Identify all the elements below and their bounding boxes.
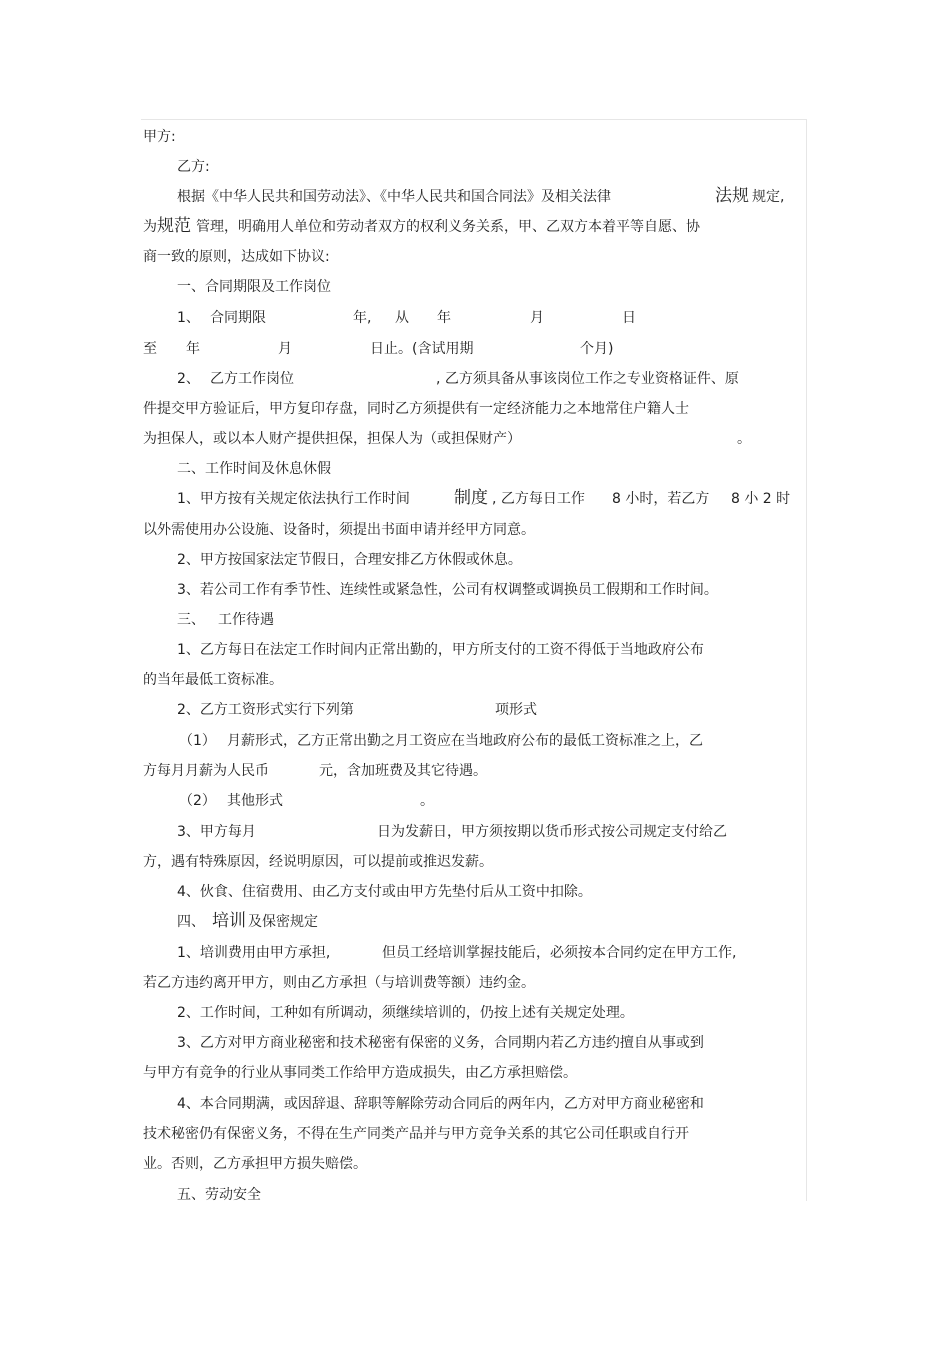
s2-item1-e: 8 小 2 时 <box>731 491 791 507</box>
s3-item3-b: 日为发薪日，甲方须按期以货币形式按公司规定支付给乙 <box>377 824 727 840</box>
s4-item2: 2、工作时间，工种如有所调动，须继续培训的，仍按上述有关规定处理。 <box>177 1005 634 1021</box>
s3-item3-line2: 方，遇有特殊原因，经说明原因，可以提前或推迟发薪。 <box>143 854 493 870</box>
intro-line-2: 管理，明确用人单位和劳动者双方的权利义务关系，甲、乙双方本着平等自愿、协 <box>196 219 700 235</box>
intro-term-standardize: 规范 <box>157 216 191 236</box>
intro-line-2-start: 为 <box>143 219 157 235</box>
section-2-title: 二、工作时间及休息休假 <box>177 461 331 477</box>
intro-term-regulations: 法规 <box>715 186 749 206</box>
s1-item1-year: 年, <box>353 310 372 326</box>
s1-item1-m: 月 <box>530 310 544 326</box>
s1-item2-num: 2、 <box>177 371 200 387</box>
s3-item1-line1: 1、乙方每日在法定工作时间内正常出勤的，甲方所支付的工资不得低于当地政府公布 <box>177 642 704 658</box>
s1-line2-m: 月 <box>278 341 292 357</box>
s1-line2-end: 日止。(含试用期 <box>370 341 474 357</box>
s1-line2-y: 年 <box>186 341 200 357</box>
party-a-label: 甲方: <box>143 129 176 145</box>
s3-item1-line2: 的当年最低工资标准。 <box>143 672 283 688</box>
section-4-title: 及保密规定 <box>248 914 318 930</box>
s3-p1-line2-a: 方每月月薪为人民币 <box>143 763 269 779</box>
intro-line-1: 根据《中华人民共和国劳动法》、《中华人民共和国合同法》及相关法律 <box>177 189 611 205</box>
section-1-title: 一、合同期限及工作岗位 <box>177 279 331 295</box>
s3-p1-num: （1） <box>179 733 216 749</box>
intro-line-3: 商一致的原则，达成如下协议: <box>143 249 330 265</box>
s4-item4-line1: 4、本合同期满，或因辞退、辞职等解除劳动合同后的两年内，乙方对甲方商业秘密和 <box>177 1096 704 1112</box>
s3-p2-num: （2） <box>179 793 216 809</box>
s1-item2-line3-end: 。 <box>737 431 751 447</box>
s1-line2-months: 个月) <box>580 341 614 357</box>
s1-item2-line3: 为担保人，或以本人财产提供担保，担保人为（或担保财产） <box>143 431 521 447</box>
party-b-label: 乙方: <box>177 159 210 175</box>
s3-p2-text: 其他形式 <box>227 793 283 809</box>
s3-p1-text: 月薪形式，乙方正常出勤之月工资应在当地政府公布的最低工资标准之上，乙 <box>227 733 703 749</box>
s4-item4-line2: 技术秘密仍有保密义务，不得在生产同类产品并与甲方竞争关系的其它公司任职或自行开 <box>143 1126 689 1142</box>
s1-item2-label: 乙方工作岗位 <box>210 371 294 387</box>
s1-item1-y: 年 <box>437 310 451 326</box>
s1-item1-num: 1、 <box>177 310 200 326</box>
s3-p2-end: 。 <box>420 793 434 809</box>
s1-item2-rest: , 乙方须具备从事该岗位工作之专业资格证件、原 <box>436 371 739 387</box>
s4-item1-a: 1、培训费用由甲方承担, <box>177 945 331 961</box>
s1-item1-label: 合同期限 <box>210 310 266 326</box>
s2-item1-d: 8 小时，若乙方 <box>612 491 710 507</box>
s3-item2-b: 项形式 <box>495 702 537 718</box>
section-4-title-num: 四、 <box>177 914 205 930</box>
s3-item3-a: 3、甲方每月 <box>177 824 256 840</box>
s4-item3-line2: 与甲方有竞争的行业从事同类工作给甲方造成损失，由乙方承担赔偿。 <box>143 1065 577 1081</box>
s4-item3-line1: 3、乙方对甲方商业秘密和技术秘密有保密的义务，合同期内若乙方违约擅自从事或到 <box>177 1035 704 1051</box>
s1-line2-to: 至 <box>143 341 157 357</box>
section-5-title: 五、劳动安全 <box>177 1187 261 1203</box>
s1-item2-line2: 件提交甲方验证后，甲方复印存盘，同时乙方须提供有一定经济能力之本地常住户籍人士 <box>143 401 689 417</box>
s4-item4-line3: 业。否则，乙方承担甲方损失赔偿。 <box>143 1156 367 1172</box>
s2-item1-c: , 乙方每日工作 <box>492 491 585 507</box>
section-4-term-training: 培训 <box>212 911 246 931</box>
s2-item1-a: 1、甲方按有关规定依法执行工作时间 <box>177 491 410 507</box>
s3-item2-a: 2、乙方工资形式实行下列第 <box>177 702 354 718</box>
section-3-title: 工作待遇 <box>218 612 274 628</box>
s4-item1-b: 但员工经培训掌握技能后，必须按本合同约定在甲方工作, <box>382 945 737 961</box>
s2-item2: 2、甲方按国家法定节假日，合理安排乙方休假或休息。 <box>177 552 522 568</box>
s2-item1-term-system: 制度 <box>454 488 488 508</box>
s2-item1-line2: 以外需使用办公设施、设备时，须提出书面申请并经甲方同意。 <box>143 522 535 538</box>
section-3-title-num: 三、 <box>177 612 205 628</box>
s1-item1-from: 从 <box>395 310 409 326</box>
s4-item1-line2: 若乙方违约离开甲方，则由乙方承担（与培训费等额）违约金。 <box>143 975 535 991</box>
intro-line-1-end: 规定, <box>752 189 785 205</box>
s1-item1-d: 日 <box>622 310 636 326</box>
s3-item4: 4、伙食、住宿费用、由乙方支付或由甲方先垫付后从工资中扣除。 <box>177 884 592 900</box>
s2-item3: 3、若公司工作有季节性、连续性或紧急性，公司有权调整或调换员工假期和工作时间。 <box>177 582 718 598</box>
s3-p1-line2-b: 元，含加班费及其它待遇。 <box>319 763 487 779</box>
